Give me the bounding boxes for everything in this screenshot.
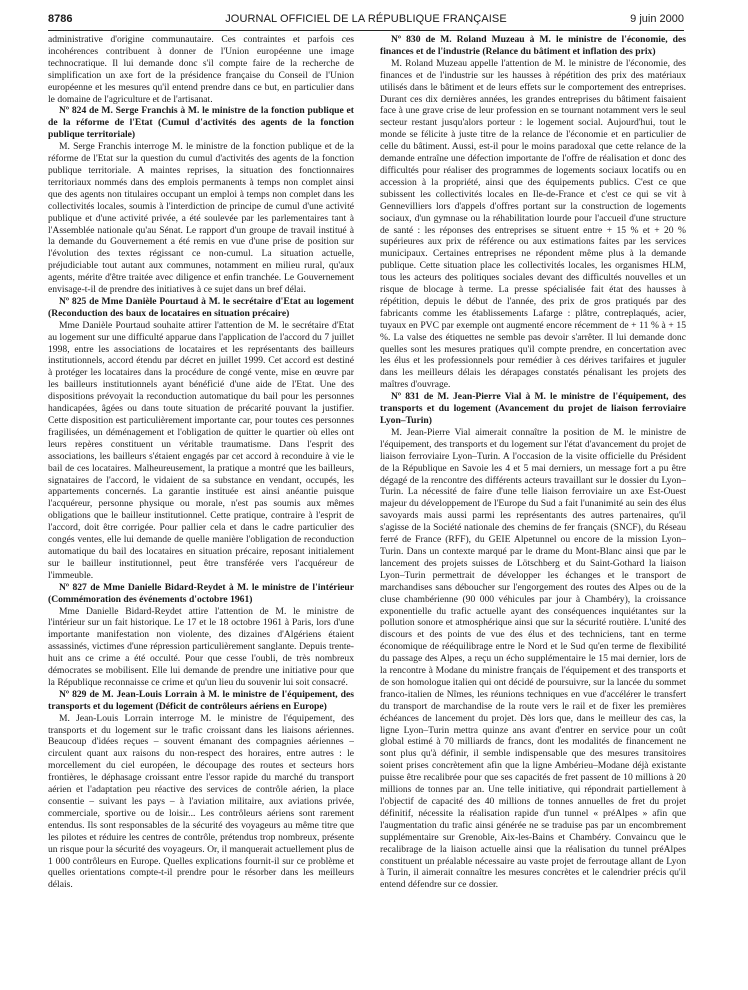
page-number: 8786 [48,13,73,25]
question-body: M. Jean-Louis Lorrain interroge M. le ministre de l'équipement, des transports et du logement sur le trafic croissant dans les liaisons aériennes. Beaucoup d'idées reçues – souvent émanant des compagnies aériennes – circulent quant aux raisons du non-respect des horaires, entre autres : le morcellement du ciel européen, le découpage des routes et secteurs hors frontières, le déphasage croissant entre l'essor rapide du marché du transport aérien et l'adaptation peu réactive des services de contrôle aérien, la place consentie – suivant les pays – à l'aviation militaire, aux aviations privée, commerciale, sportive ou de loisir... Les contrôleurs aériens sont rarement entendus. Ils sont responsables de la sécurité des voyageurs au même titre que les pilotes et réduire les centres de contrôle, prétendus trop nombreux, présente un risque pour la sécurité des voyageurs. Or, il manquerait actuellement plus de 1 000 contrôleurs en Europe. Quelles explications fournit-il sur ce problème et quelles orientations compte-t-il prendre pour le résorber dans les meilleurs délais. [48,712,354,891]
question-824 [48,105,354,296]
left-column [48,34,354,982]
page-header [48,10,684,28]
question-body: M. Serge Franchis interroge M. le ministre de la fonction publique et de la réforme de l'Etat sur la question du cumul d'activités des agents de la fonction publique territoriale. A maintes reprises, la situation des fonctionnaires territoriaux nommés dans des emplois permanents à temps non complet ainsi que des agents non titulaires occupant un emploi à temps non complet dans les collectivités locales, soumis à l'interdiction de principe de cumul d'une activité publique et d'une activité privée, a été soulevée par les parlementaires tant à l'Assemblée nationale qu'au Sénat. Le rapport d'un groupe de travail institué à la demande du Gouvernement a été remis en vue d'une prise de position sur l'évolution des textes régissant ce non-cumul. La situation actuelle, préjudiciable tout autant aux communes, notamment en milieu rural, qu'aux agents, mérite d'être traitée avec diligence et enfin tranchée. Le Gouvernement envisage-t-il de prendre des initiatives à ce sujet dans un bref délai. [48,141,354,296]
question-825 [48,296,354,582]
question-body: Mme Danièle Pourtaud souhaite attirer l'attention de M. le secrétaire d'Etat au logement sur une difficulté apparue dans l'application de l'accord du 7 juillet 1998, entre les associations de locataires et les représentants des bailleurs institutionnels, accord étendu par décret en juillet 1999. Cet accord est destiné à protéger les locataires dans la procédure de congé vente, mise en œuvre par les bailleurs institutionnels ayant bénéficié d'une aide de l'Etat. Une des dispositions prévoyait la reconduction automatique du bail pour les personnes handicapées, âgées ou dans toute situation de précarité pouvant la justifier. Cette disposition est particulièrement importante car, pour toutes ces personnes fragilisées, un déménagement et l'obligation de quitter le quartier où elles ont leurs repères constituent un véritable traumatisme. Dans l'esprit des associations, les bailleurs s'étaient engagés par cet accord à reconduire à vie le bail de ces locataires. Malheureusement, la pratique a montré que les bailleurs, signataires de l'accord, le vidaient de sa substance en vendant, occupés, les appartements concernés. La garantie instituée est ainsi anéantie puisque l'acquéreur, personne physique ou morale, n'est pas soumis aux mêmes obligations que le bailleur institutionnel. Cette pratique, contraire à l'esprit de l'accord, doit être corrigée. Pour pallier cela et dans le cadre particulier des congés ventes, elle lui demande de quelle manière l'obligation de reconduction automatique du bail des locataires en situation précaire, reposant initialement sur le bailleur institutionnel, peut être transférée vers l'acquéreur de l'immeuble. [48,319,354,581]
question-body: M. Jean-Pierre Vial aimerait connaître la position de M. le ministre de l'équipement, des transports et du logement sur l'état d'avancement du projet de liaison ferroviaire Lyon–Turin. A l'occasion de la visite officielle du Président de la République en Savoie les 4 et 5 mai derniers, un message fort a pu être dégagé de la rencontre des différents acteurs travaillant sur le dossier du Lyon–Turin. La nécessité de faire d'une telle liaison ferroviaire un axe Est-Ouest majeur du développement de l'Europe du Sud a fait l'unanimité au sein des élus savoyards mais aussi parmi les représentants des autres partenaires, qu'il s'agisse de la Société nationale des chemins de fer français (SNCF), du Réseau ferré de France (RFF), du GEIE Alpetunnel ou encore de la mission Lyon–Turin. Dans un contexte marqué par le drame du Mont-Blanc ainsi que par le lancement des projets suisses de Lötschberg et du Saint-Gothard la liaison Lyon–Turin permettrait de développer les échanges et le transport de marchandises sans déboucher sur l'engorgement des routes des Alpes ou de la cluse chambérienne (90 000 véhicules par jour à Chambéry), la croissance exponentielle du trafic actuelle ayant des conséquences inquiétantes sur la pollution sonore et atmosphérique ainsi que sur la sécurité routière. L'unité des discours et des points de vue des élus et des techniciens, tant en terme économique de rééquilibrage entre le Nord et le Sud qu'en terme de flexibilité du passage des Alpes, a reçu un écho supplémentaire le 15 mai dernier, lors de la rencontre à Modane du ministre français de l'équipement et des transports et de son homologue italien qui ont décidé de poursuivre, sur la lancée du sommet franco-italien de Nîmes, les réunions techniques en vue d'accélérer le transfert du transport de marchandise de la route vers le rail et de fixer les premières échéances de lancement du projet. Dès lors que, dans le meilleur des cas, la ligne Lyon–Turin mettra quinze ans avant d'entrer en service pour un coût global estimé à 70 milliards de francs, dont les modalités de financement ne sont plus qu'à définir, il semble indispensable que des mesures transitoires soient prises concrètement afin que la ligne Ambérieu–Modane déjà existante puisse être recalibrée pour que ses capacités de fret passent de 10 millions à 20 millions de tonnes par an. Une telle initiative, qui répondrait partiellement à l'objectif de capacité des 40 millions de tonnes annuelles de fret du projet définitif, nécessite la réalisation rapide d'un tunnel « préAlpes » afin que l'augmentation du trafic ainsi générée ne se traduise pas par un encombrement supplémentaire sur Grenoble, Aix-les-Bains et Chambéry. Convaincu que le recalibrage de la liaison actuelle ainsi que la réalisation du tunnel préAlpes constituent un préalable nécessaire au vaste projet de ferroutage allant de Lyon à Turin, il aimerait connaître les mesures concrètes et le calendrier précis qu'il entend défendre sur ce dossier. [380,426,686,891]
question-title: Nº 830 de M. Roland Muzeau à M. le ministre de l'économie, des finances et de l'industrie (Relance du bâtiment et inflation des prix) [380,34,686,57]
intro-paragraph: administrative d'origine communautaire. Ces contraintes et parfois ces incohérences contribuent à donner de l'Union européenne une image technocratique. Il lui demande donc s'il compte faire de la recherche de simplification un axe fort de la présidence française du Conseil de l'Union européenne et les mesures qu'il entend prendre dans ce but, en particulier dans le domaine de l'agriculture et de l'artisanat. [48,34,354,105]
question-title: Nº 825 de Mme Danièle Pourtaud à M. le secrétaire d'Etat au logement (Reconduction des baux de locataires en situation précaire) [48,295,354,319]
question-830 [380,34,686,391]
question-829 [48,689,354,891]
question-title: Nº 824 de M. Serge Franchis à M. le ministre de la fonction publique et de la réforme de l'Etat (Cumul d'activités des agents de la fonction publique territoriale) [48,105,354,141]
question-827 [48,582,354,689]
question-title: Nº 827 de Mme Danielle Bidard-Reydet à M. le ministre de l'intérieur (Commémoration des événements d'octobre 1961) [48,581,354,605]
header-rule [48,30,684,31]
publication-date: 9 juin 2000 [630,13,684,25]
question-body: Mme Danielle Bidard-Reydet attire l'attention de M. le ministre de l'intérieur sur un fait historique. Le 17 et le 18 octobre 1961 à Paris, lors d'une importante manifestation non violente, des dizaines d'Algériens étaient assassinés, victimes d'une répression particulièrement sanglante. Depuis trente-huit ans ce crime a été occulté. Pour que cesse l'oubli, de très nombreux démocrates se mobilisent. Elle lui demande de prendre une initiative pour que la République reconnaisse ce crime et qu'un lieu du souvenir lui soit consacré. [48,605,354,688]
question-title: Nº 829 de M. Jean-Louis Lorrain à M. le ministre de l'équipement, des transports et du logement (Déficit de contrôleurs aériens en Europe) [48,688,354,712]
question-body: M. Roland Muzeau appelle l'attention de M. le ministre de l'économie, des finances et de l'industrie sur les hausses à répétition des prix des matériaux utilisés dans le bâtiment et de leurs effets sur le comportement des entreprises. Durant ces dix dernières années, les grandes entreprises du bâtiment faisaient face à une grave crise de leur profession en se tournant notamment vers le seul secteur restant jusqu'alors porteur : le logement social. Aujourd'hui, tout le monde se félicite à juste titre de la relance de l'économie et en particulier de celle du bâtiment. Aussi, est-il pour le moins paradoxal que cette relance de la demande entraîne une défection importante de l'offre de réalisation et donc des difficultés pour réaliser des programmes de logements sociaux locatifs ou en accession à la propriété, ainsi que des équipements publics. C'est ce que subissent les collectivités locales en Ile-de-France et c'est ce qui se vit à Gennevilliers lors d'appels d'offres portant sur la construction de logements sociaux, d'un gymnase ou la réhabilitation lourde pour l'accueil d'une structure de santé : les réponses des entreprises se situent entre + 15 % et + 20 % supérieures aux prix de référence ou aux estimations faites par les services municipaux. Certaines entreprises ne répondent même plus à la demande publique. Cette situation place les collectivités locales, les organismes HLM, tous les acteurs des politiques sociales devant des difficultés nouvelles et un risque de blocage à terme. La presse spécialisée fait état des hausses à répétition, depuis le début de l'année, des prix de gros pratiqués par des fabricants comme les établissements Lafarge : plâtre, contreplaqués, acier, tuyaux en PVC par exemple ont augmenté encore récemment de + 11 % à + 15 %. La valse des étiquettes ne semble pas devoir s'arrêter. Il lui demande donc quelles sont les mesures pratiques qu'il compte prendre, en concertation avec les élus et les professionnels pour remédier à ces dérives tarifaires et juguler dans les meilleurs délais les dérapages constatés pénalisant les projets des maîtres d'ouvrage. [380,57,686,391]
right-column [380,34,686,982]
journal-title: JOURNAL OFFICIEL DE LA RÉPUBLIQUE FRANÇAISE [225,13,507,25]
question-831 [380,391,686,891]
question-title: Nº 831 de M. Jean-Pierre Vial à M. le ministre de l'équipement, des transports et du logement (Avancement du projet de liaison ferroviaire Lyon–Turin) [380,391,686,426]
